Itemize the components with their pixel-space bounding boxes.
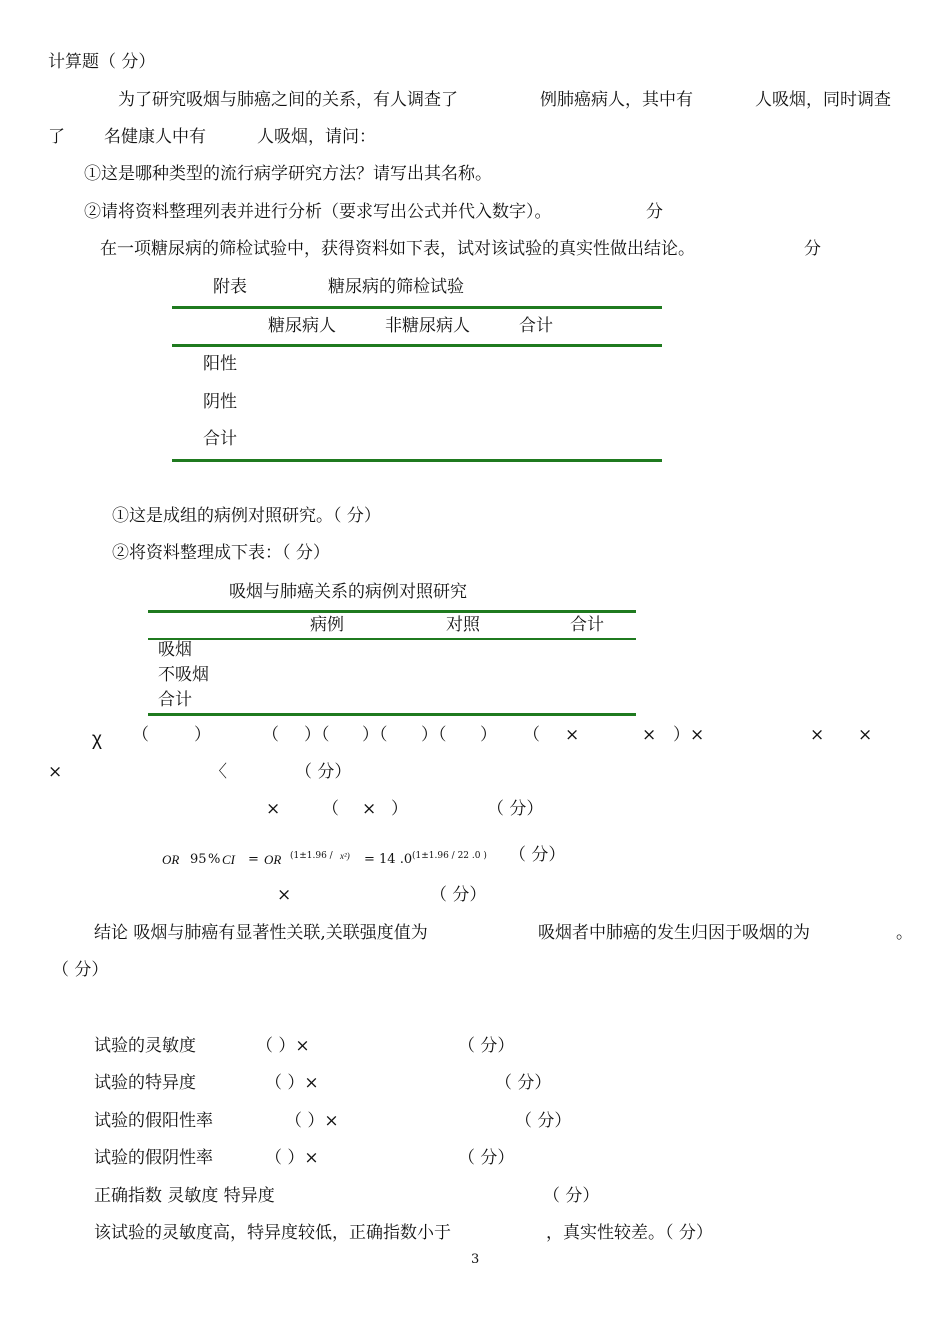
table1-top-rule xyxy=(172,306,662,309)
ci-or-label: OR xyxy=(162,852,180,867)
false-negative-formula: （ ）× xyxy=(265,1148,319,1168)
sensitivity-label: 试验的灵敏度 xyxy=(94,1036,196,1056)
table1-bottom-rule xyxy=(172,459,662,462)
paragraph-2: 在一项糖尿病的筛检试验中，获得资料如下表，试对该试验的真实性做出结论。 xyxy=(100,239,695,259)
table1-row-negative: 阴性 xyxy=(203,392,237,412)
specificity-label: 试验的特异度 xyxy=(94,1073,196,1093)
sensitivity-score: （ 分） xyxy=(458,1036,515,1056)
table1-header-non-diabetic: 非糖尿病人 xyxy=(385,316,470,336)
table2-header-total: 合计 xyxy=(570,615,604,635)
table2-header-case: 病例 xyxy=(310,615,344,635)
table1-caption-prefix: 附表 xyxy=(213,277,247,297)
or-line-score: （ 分） xyxy=(430,885,487,905)
table1-row-total: 合计 xyxy=(203,429,237,449)
table2-row-smoker: 吸烟 xyxy=(158,640,192,660)
or-line-times: × xyxy=(277,885,292,905)
ci-95: 95 xyxy=(190,852,207,867)
table1-header-total: 合计 xyxy=(519,316,553,336)
chi-line3-part: × xyxy=(266,799,281,819)
chi-line3-score: （ 分） xyxy=(487,799,544,819)
final-conclusion-part-a: 该试验的灵敏度高，特异度较低，正确指数小于 xyxy=(94,1223,451,1243)
table2-caption: 吸烟与肺癌关系的病例对照研究 xyxy=(229,582,467,602)
sensitivity-formula: （ ）× xyxy=(256,1036,310,1056)
page-number: 3 xyxy=(471,1252,480,1267)
ci-equals: = xyxy=(248,852,259,867)
youden-index-label: 正确指数 灵敏度 特异度 xyxy=(94,1186,275,1206)
table1-row-positive: 阳性 xyxy=(203,354,237,374)
table2-row-total: 合计 xyxy=(158,690,192,710)
chi-line1-part: （ xyxy=(132,725,149,745)
table2-row-non-smoker: 不吸烟 xyxy=(158,665,209,685)
question-2-score: 分 xyxy=(646,202,663,222)
chi-square-symbol: χ xyxy=(92,729,102,750)
table1-header-rule xyxy=(172,344,662,347)
chi-line1-part: × xyxy=(642,725,657,745)
table2-top-rule xyxy=(148,610,636,613)
chi-line1-part: ）（ xyxy=(421,725,447,745)
paragraph-1-part-f: 人吸烟，请问： xyxy=(257,127,376,147)
ci-exponent-1: (1±1.96 / xyxy=(290,851,333,861)
table2-bottom-rule xyxy=(148,713,636,716)
chi-line1-part: × xyxy=(810,725,825,745)
chi-line3-part: ） xyxy=(391,799,408,819)
specificity-score: （ 分） xyxy=(495,1073,552,1093)
false-negative-score: （ 分） xyxy=(458,1148,515,1168)
chi-line1-part: ）（ xyxy=(304,725,330,745)
conclusion-part-a: 结论 吸烟与肺癌有显著性关联,关联强度值为 xyxy=(94,923,428,943)
chi-line1-part: ）（ xyxy=(362,725,388,745)
chi-line3-part: （ xyxy=(322,799,339,819)
ci-exponent-2: (1±1.96 / 22 .0 ) xyxy=(412,851,487,861)
table1-caption: 糖尿病的筛检试验 xyxy=(328,277,464,297)
paragraph-1-part-d: 了 xyxy=(48,127,65,147)
conclusion-part-b: 吸烟者中肺癌的发生归因于吸烟的为 xyxy=(538,923,810,943)
table1-header-diabetic: 糖尿病人 xyxy=(268,316,336,336)
chi-line1-part: ） xyxy=(194,725,211,745)
chi-line1-part: ） xyxy=(480,725,497,745)
question-2: ②请将资料整理列表并进行分析（要求写出公式并代入数字）。 xyxy=(84,202,552,222)
paragraph-1-part-a: 为了研究吸烟与肺癌之间的关系，有人调查了 xyxy=(118,90,458,110)
ci-label: CI xyxy=(222,852,235,867)
conclusion-period: 。 xyxy=(896,923,913,943)
chi-line2-part: × xyxy=(48,762,63,782)
paragraph-2-score: 分 xyxy=(804,239,821,259)
chi-line1-part: （ xyxy=(262,725,279,745)
ci-or-value-label: OR xyxy=(264,852,282,867)
ci-percent: % xyxy=(208,852,221,867)
chi-line2-score: （ 分） xyxy=(295,762,352,782)
chi-line1-part: × xyxy=(565,725,580,745)
false-positive-score: （ 分） xyxy=(515,1111,572,1131)
chi-line2-part: 〈 xyxy=(210,762,227,782)
ci-score: （ 分） xyxy=(509,845,566,865)
chi-line1-part: × xyxy=(858,725,873,745)
table2-header-rule xyxy=(148,638,636,640)
chi-line3-part: × xyxy=(362,799,377,819)
youden-index-score: （ 分） xyxy=(543,1186,600,1206)
ci-equals-value: = 14 .0 xyxy=(364,852,413,867)
table2-header-control: 对照 xyxy=(446,615,480,635)
ci-exponent-chi: x²) xyxy=(340,851,350,861)
paragraph-1-part-c: 人吸烟，同时调查 xyxy=(755,90,891,110)
answer-1: ①这是成组的病例对照研究。（ 分） xyxy=(112,506,381,526)
false-positive-label: 试验的假阳性率 xyxy=(94,1111,213,1131)
paragraph-1-part-b: 例肺癌病人，其中有 xyxy=(540,90,693,110)
final-conclusion-part-b: ，真实性较差。（ 分） xyxy=(546,1223,713,1243)
question-heading: 计算题（ 分） xyxy=(48,52,156,72)
answer-2: ②将资料整理成下表：（ 分） xyxy=(112,543,330,563)
paragraph-1-part-e: 名健康人中有 xyxy=(104,127,206,147)
false-negative-label: 试验的假阴性率 xyxy=(94,1148,213,1168)
false-positive-formula: （ ）× xyxy=(285,1111,339,1131)
specificity-formula: （ ）× xyxy=(265,1073,319,1093)
question-1: ①这是哪种类型的流行病学研究方法？请写出其名称。 xyxy=(84,164,492,184)
chi-line1-part: （ xyxy=(523,725,540,745)
conclusion-score: （ 分） xyxy=(52,960,109,980)
chi-line1-part: ）× xyxy=(673,725,705,745)
